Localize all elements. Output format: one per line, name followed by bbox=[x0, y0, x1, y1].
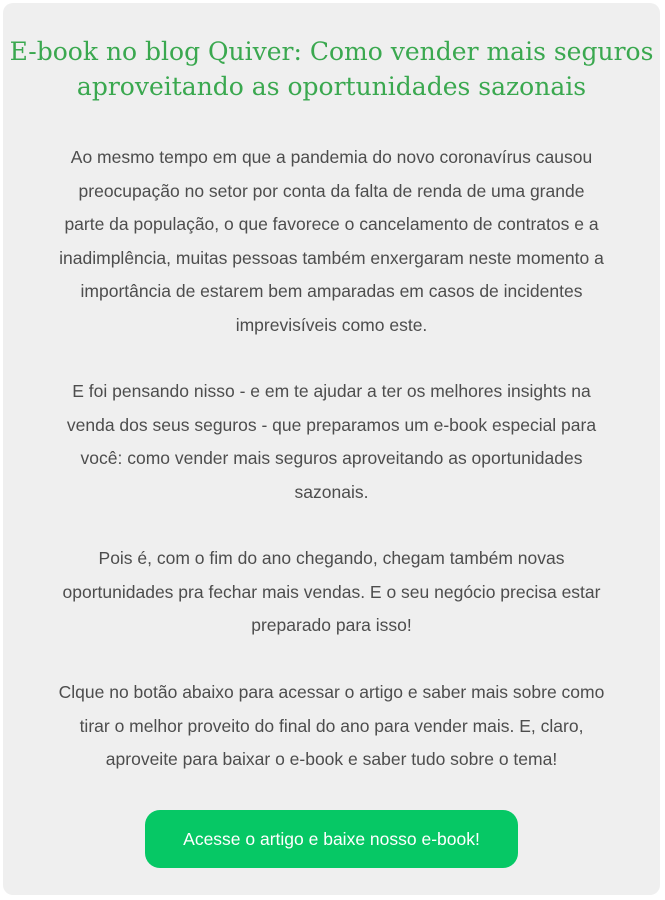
paragraph-line: importância de estarem bem amparadas em casos de incidentes bbox=[80, 281, 583, 302]
email-title bbox=[3, 34, 660, 104]
call-to-action-paragraph bbox=[3, 676, 660, 777]
title-line: aproveitando as oportunidades sazonais bbox=[76, 72, 587, 101]
email-card bbox=[3, 3, 660, 895]
paragraph-line: inadimplência, muitas pessoas também enxergaram neste momento a bbox=[59, 247, 604, 268]
ebook-paragraph bbox=[3, 375, 660, 509]
access-article-button[interactable]: Acesse o artigo e baixe nosso e-book! bbox=[145, 810, 518, 868]
paragraph-line: Pois é, com o fim do ano chegando, chegam também novas bbox=[98, 548, 565, 568]
title-line: E-book no blog Quiver: Como vender mais seguros bbox=[9, 37, 654, 66]
paragraph-line: preparado para isso! bbox=[251, 615, 412, 636]
paragraph-line: preocupação no setor por conta da falta de renda de uma grande bbox=[78, 180, 585, 201]
paragraph-line: sazonais. bbox=[294, 481, 369, 502]
paragraph-line: você: como vender mais seguros aproveitando as oportunidades bbox=[80, 448, 583, 469]
year-end-paragraph bbox=[3, 542, 660, 643]
paragraph-line: E foi pensando nisso - e em te ajudar a ter os melhores insights na bbox=[72, 381, 591, 401]
paragraph-line: Clque no botão abaixo para acessar o artigo e saber mais sobre como bbox=[58, 682, 605, 702]
paragraph-line: oportunidades pra fechar mais vendas. E o seu negócio precisa estar bbox=[62, 581, 601, 602]
paragraph-line: parte da população, o que favorece o cancelamento de contratos e a bbox=[64, 214, 599, 235]
paragraph-line: imprevisíveis como este. bbox=[235, 314, 428, 335]
intro-paragraph bbox=[3, 141, 660, 343]
paragraph-line: tirar o melhor proveito do final do ano para vender mais. E, claro, bbox=[79, 715, 584, 736]
paragraph-line: aproveite para baixar o e-book e saber tudo sobre o tema! bbox=[105, 749, 558, 770]
paragraph-line: venda dos seus seguros - que preparamos um e-book especial para bbox=[66, 414, 597, 435]
paragraph-line: Ao mesmo tempo em que a pandemia do novo coronavírus causou bbox=[70, 147, 593, 167]
